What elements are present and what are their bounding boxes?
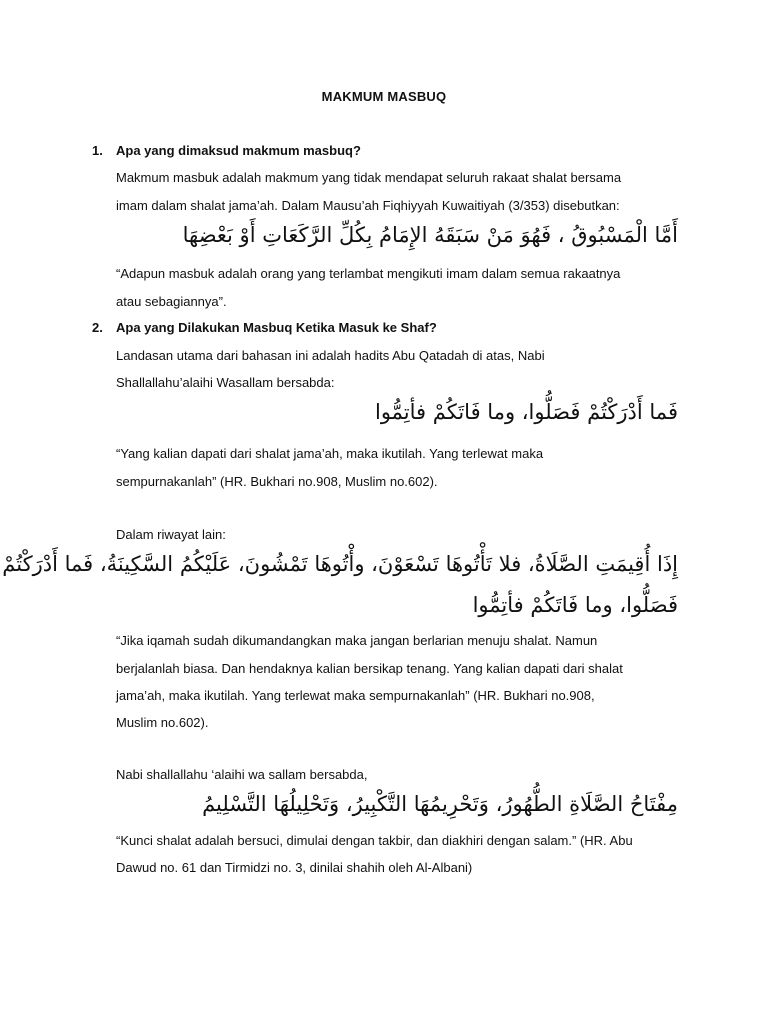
nabi-label: Nabi shallallahu ‘alaihi wa sallam bersabda, bbox=[116, 767, 368, 782]
section-2-arabic-hadith: فَما أَدْرَكْتُمْ فَصَلُّوا، وما فَاتَكُمْ فأتِمُّوا bbox=[374, 400, 678, 424]
section-1-translation-1: “Adapun masbuk adalah orang yang terlambat mengikuti imam dalam semua rakaatnya bbox=[116, 266, 621, 281]
riwayat-label: Dalam riwayat lain: bbox=[116, 527, 226, 542]
section-1-line-1: Makmum masbuk adalah makmum yang tidak mendapat seluruh rakaat shalat bersama bbox=[116, 170, 622, 185]
page-title: MAKMUM MASBUQ bbox=[321, 89, 447, 104]
nabi-translation-2: Dawud no. 61 dan Tirmidzi no. 3, dinilai shahih oleh Al-Albani) bbox=[116, 860, 473, 875]
nabi-arabic-hadith: مِفْتَاحُ الصَّلَاةِ الطُّهُورُ، وَتَحْرِيمُهَا التَّكْبِيرُ، وَتَحْلِيلُهَا التَّسْلِيمُ bbox=[202, 792, 678, 816]
section-1-question: Apa yang dimaksud makmum masbuq? bbox=[116, 143, 361, 158]
section-2-line-1: Landasan utama dari bahasan ini adalah hadits Abu Qatadah di atas, Nabi bbox=[116, 348, 545, 363]
section-2-question: Apa yang Dilakukan Masbuq Ketika Masuk ke Shaf? bbox=[116, 320, 437, 335]
section-2-translation-1: “Yang kalian dapati dari shalat jama’ah, maka ikutilah. Yang terlewat maka bbox=[116, 446, 544, 461]
section-1-number: 1. bbox=[92, 143, 103, 158]
riwayat-translation-2: berjalanlah biasa. Dan hendaknya kalian bersikap tenang. Yang kalian dapati dari shalat bbox=[116, 661, 623, 676]
section-1-arabic-quote: أَمَّا الْمَسْبُوقُ ، فَهُوَ مَنْ سَبَقَهُ الإِمَامُ بِكُلِّ الرَّكَعَاتِ أَوْ بَعْضِهَا bbox=[182, 223, 678, 247]
section-2-line-2: Shallallahu’alaihi Wasallam bersabda: bbox=[116, 375, 335, 390]
section-2-translation-2: sempurnakanlah” (HR. Bukhari no.908, Muslim no.602). bbox=[116, 474, 438, 489]
riwayat-translation-4: Muslim no.602). bbox=[116, 715, 209, 730]
riwayat-arabic-line-2: فَصَلُّوا، وما فَاتَكُمْ فأتِمُّوا bbox=[472, 593, 678, 617]
nabi-translation-1: “Kunci shalat adalah bersuci, dimulai dengan takbir, dan diakhiri dengan salam.” (HR. Abu bbox=[116, 833, 633, 848]
section-1-line-2: imam dalam shalat jama’ah. Dalam Mausu’ah Fiqhiyyah Kuwaitiyah (3/353) disebutkan: bbox=[116, 198, 620, 213]
section-1-translation-2: atau sebagiannya”. bbox=[116, 294, 227, 309]
riwayat-translation-1: “Jika iqamah sudah dikumandangkan maka jangan berlarian menuju shalat. Namun bbox=[116, 633, 598, 648]
riwayat-arabic-line-1: إِذَا أُقِيمَتِ الصَّلَاةُ، فلا تَأْتُوهَا تَسْعَوْنَ، وأْتُوهَا تَمْشُونَ، عَلَيْكُمُ السَّكِينَةُ، فَما أَدْرَكْتُمْ bbox=[2, 552, 678, 576]
section-2-number: 2. bbox=[92, 320, 103, 335]
riwayat-translation-3: jama’ah, maka ikutilah. Yang terlewat maka sempurnakanlah” (HR. Bukhari no.908, bbox=[116, 688, 595, 703]
